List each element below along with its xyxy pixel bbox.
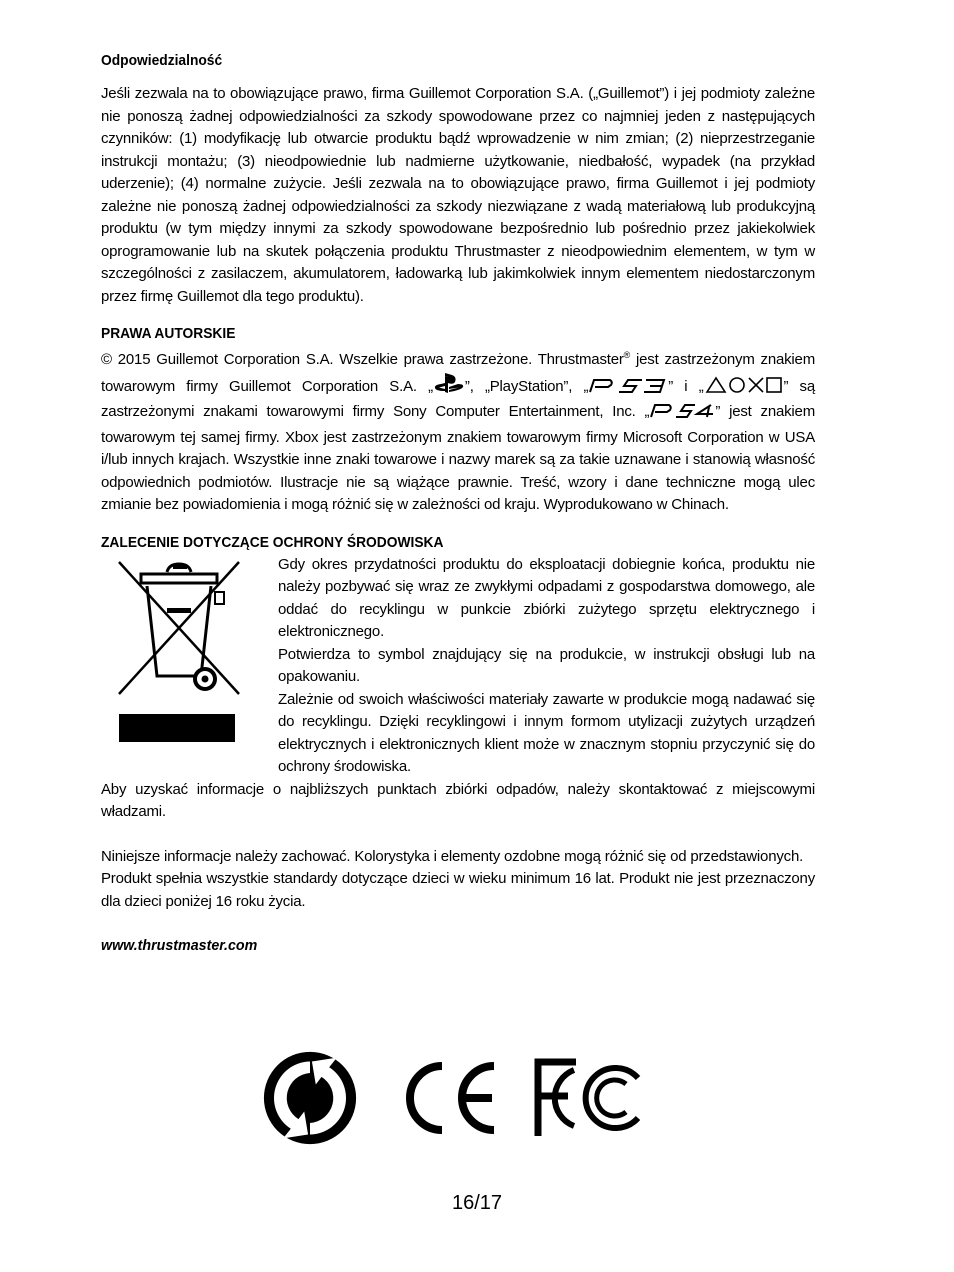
green-dot-icon (262, 1050, 358, 1151)
fcc-logo-icon (534, 1058, 646, 1143)
playstation-logo-icon (433, 372, 465, 402)
environment-heading: ZALECENIE DOTYCZĄCE OCHRONY ŚRODOWISKA (101, 533, 444, 551)
environment-paragraph-4: Aby uzyskać informacje o najbliższych punktach zbiórki odpadów, należy skontaktować z miejscowymi władzami. (101, 780, 815, 820)
weee-symbol (109, 554, 259, 742)
notes-paragraph-1: Niniejsze informacje należy zachować. Kolorystyka i elementy ozdobne mogą różnić się od przedstawionych. (101, 847, 804, 865)
weee-black-bar (119, 714, 235, 742)
page-number: 16/17 (451, 1192, 503, 1214)
document-page (101, 50, 815, 969)
certification-logos (262, 1050, 646, 1151)
environment-paragraph-2: Potwierdza to symbol znajdujący się na produkcie, w instrukcji obsługi lub na opakowaniu. (278, 645, 815, 685)
environment-paragraph-1: Gdy okres przydatności produktu do eksploatacji dobiegnie końca, produktu nie należy pozbywać się wraz ze zwykłymi odpadami z gospodarstwa domowego, ale oddać do recyklingu w punkcie zbiórki zużytego sprzętu elektrycznego i elektronicznego. (278, 555, 815, 640)
website-link[interactable]: www.thrustmaster.com (101, 937, 258, 954)
environment-paragraph-3: Zależnie od swoich właściwości materiały zawarte w produkcie mogą nadawać się do recyklingu. Dzięki recyklingowi i innym formom utylizacji zużytych urządzeń elektrycznych i elektronicznych klient może w znacznym stopniu przyczynić się do ochrony środowiska. (278, 690, 815, 775)
weee-text (278, 554, 815, 779)
copyright-paragraph: © 2015 Guillemot Corporation S.A. Wszelkie prawa zastrzeżone. Thrustmaster® jest zastrzeżonym znakiem towarowym firmy Guillemot Corporation S.A. „ ”, „PlayStation”, „ ” i „ ” są zastrzeżonymi znakami towarowymi firmy Sony Computer Entertainment, Inc. „ ” jest znakiem towarowym tej samej firmy. Xbox jest zastrzeżonym znakiem towarowym firmy Microsoft Corporation w USA i/lub innych krajach. Wszystkie inne znaki towarowe i nazwy marek są za takie uznawane i stanowią własność odpowiednich podmiotów. Ilustracje nie są wiążące prawnie. Treść, wzory i dane techniczne mogą ulec zmianie bez powiadomienia i mogą różnić się w zależności od kraju. Wyprodukowano w Chinach. (101, 350, 815, 513)
weee-section (101, 554, 815, 779)
copyright-heading: PRAWA AUTORSKIE (101, 325, 236, 342)
controller-symbols-icon (704, 376, 784, 402)
crossed-bin-icon (109, 554, 249, 704)
ps4-logo-icon (649, 403, 715, 427)
liability-heading: Odpowiedzialność (101, 52, 223, 69)
ce-mark-icon (402, 1058, 500, 1143)
ps3-logo-icon (588, 378, 668, 402)
liability-paragraph: Jeśli zezwala na to obowiązujące prawo, firma Guillemot Corporation S.A. („Guillemot”) i jej podmioty zależne nie ponoszą żadnej odpowiedzialności za szkody spowodowane przez co najmniej jeden z następujących czynników: (1) modyfikację lub otwarcie produktu bądź wprowadzenie w nim zmian; (2) nieprzestrzeganie instrukcji montażu; (3) nieodpowiednie lub nadmierne użytkowanie, niedbałość, wypadek (na przykład uderzenie); (4) normalne zużycie. Jeśli zezwala na to obowiązujące prawo, firma Guillemot i jej podmioty zależne nie ponoszą żadnej odpowiedzialności za szkody niezwiązane z wadą materiałową lub produkcyjną produktu (w tym między innymi za szkody spowodowane bezpośrednio lub pośrednio przez jakiekolwiek oprogramowanie lub na skutek połączenia produktu Thrustmaster z nieodpowiednim elementem, w tym w szczególności z zasilaczem, akumulatorem, ładowarką lub jakimkolwiek innym elementem niedostarczonym przez firmę Guillemot dla tego produktu). (101, 85, 815, 305)
notes-paragraph-2: Produkt spełnia wszystkie standardy dotyczące dzieci w wieku minimum 16 lat. Produkt nie jest przeznaczony dla dzieci poniżej 16 roku życia. (101, 870, 815, 910)
